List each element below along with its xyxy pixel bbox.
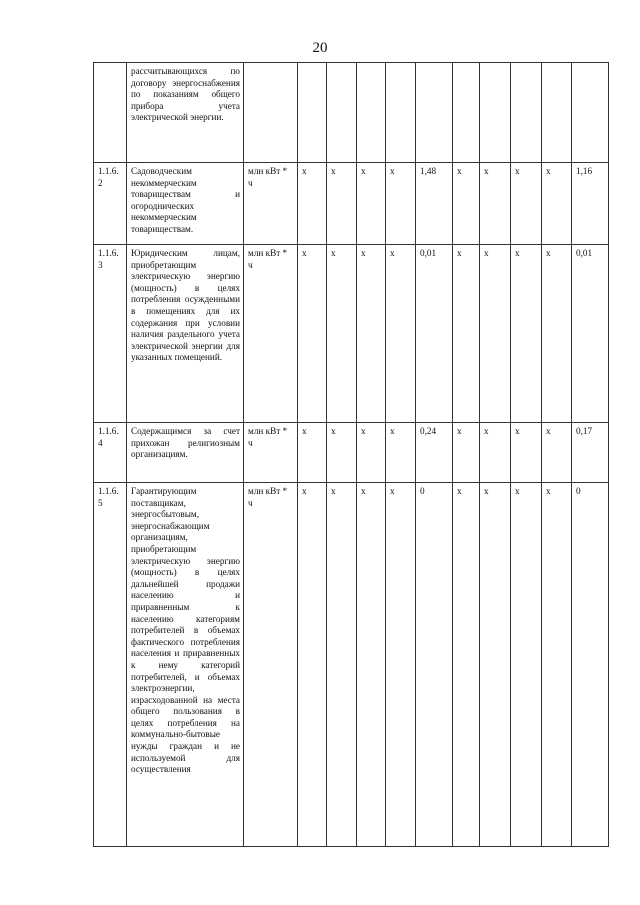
unit-cell: млн кВт * ч [244, 163, 298, 245]
value-cell: 0,17 [572, 423, 609, 483]
value-cell: х [480, 245, 511, 423]
row-description-cell: Садоводческим некоммерческим товариществам и огороднических некоммерческим товариществам. [127, 163, 244, 245]
value-cell: х [480, 423, 511, 483]
row-number-cell: 1.1.6. 2 [94, 163, 127, 245]
tariff-volume-table [93, 62, 609, 847]
table-row [94, 63, 609, 163]
value-cell: х [298, 163, 327, 245]
value-cell: 0 [416, 483, 453, 847]
value-cell: х [298, 245, 327, 423]
value-cell: х [542, 245, 572, 423]
value-cell: х [357, 163, 386, 245]
value-cell [480, 63, 511, 163]
value-cell [298, 63, 327, 163]
value-cell: х [511, 163, 542, 245]
value-cell: 0,01 [416, 245, 453, 423]
unit-cell [244, 63, 298, 163]
value-cell: 0,24 [416, 423, 453, 483]
value-cell: х [480, 163, 511, 245]
value-cell: х [386, 423, 416, 483]
value-cell: х [386, 245, 416, 423]
value-cell: х [327, 245, 357, 423]
value-cell: х [542, 423, 572, 483]
value-cell [572, 63, 609, 163]
value-cell: х [327, 423, 357, 483]
value-cell: х [453, 245, 480, 423]
row-description-cell: Юридическим лицам, приобретающим электрическую энергию (мощность) в целях потребления осужденными в помещениях для их содержания при условии наличия раздельного учета электрической энергии для указанных помещений. [127, 245, 244, 423]
row-number-cell: 1.1.6. 4 [94, 423, 127, 483]
value-cell [327, 63, 357, 163]
page-number: 20 [312, 40, 328, 56]
table-row [94, 163, 609, 245]
table-row [94, 483, 609, 847]
row-description-cell: Гарантирующим поставщикам, энергосбытовым, энергоснабжающим организациям, приобретающим электрическую энергию (мощность) в целях дальнейшей продажи населению и приравненным к населению категориям потребителей в объемах фактического потребления населения и приравненных к нему категорий потребителей, и объемах электроэнергии, израсходованной на места общего пользования в целях потребления на коммунально-бытовые нужды граждан и не используемой для осуществления [127, 483, 244, 847]
value-cell: х [542, 483, 572, 847]
row-description-cell: рассчитывающихся по договору энергоснабжения по показаниям общего прибора учета электрической энергии. [127, 63, 244, 163]
value-cell [357, 63, 386, 163]
value-cell: х [357, 483, 386, 847]
table-row [94, 423, 609, 483]
row-number-cell: 1.1.6. 5 [94, 483, 127, 847]
value-cell: х [542, 163, 572, 245]
value-cell: 1,48 [416, 163, 453, 245]
value-cell: х [386, 163, 416, 245]
unit-cell: млн кВт * ч [244, 483, 298, 847]
value-cell: х [511, 423, 542, 483]
value-cell: х [298, 423, 327, 483]
unit-cell: млн кВт * ч [244, 423, 298, 483]
unit-cell: млн кВт * ч [244, 245, 298, 423]
value-cell [453, 63, 480, 163]
value-cell: х [511, 245, 542, 423]
value-cell: 1,16 [572, 163, 609, 245]
value-cell [542, 63, 572, 163]
value-cell: х [480, 483, 511, 847]
table-row [94, 245, 609, 423]
value-cell: х [298, 483, 327, 847]
value-cell: х [386, 483, 416, 847]
value-cell: х [453, 423, 480, 483]
row-number-cell: 1.1.6. 3 [94, 245, 127, 423]
value-cell: х [357, 423, 386, 483]
value-cell: 0 [572, 483, 609, 847]
row-number-cell [94, 63, 127, 163]
value-cell [386, 63, 416, 163]
row-description-cell: Содержащимся за счет прихожан религиозным организациям. [127, 423, 244, 483]
value-cell: х [357, 245, 386, 423]
value-cell: х [453, 483, 480, 847]
value-cell: 0,01 [572, 245, 609, 423]
value-cell: х [511, 483, 542, 847]
value-cell: х [327, 163, 357, 245]
value-cell [511, 63, 542, 163]
value-cell: х [453, 163, 480, 245]
value-cell: х [327, 483, 357, 847]
value-cell [416, 63, 453, 163]
